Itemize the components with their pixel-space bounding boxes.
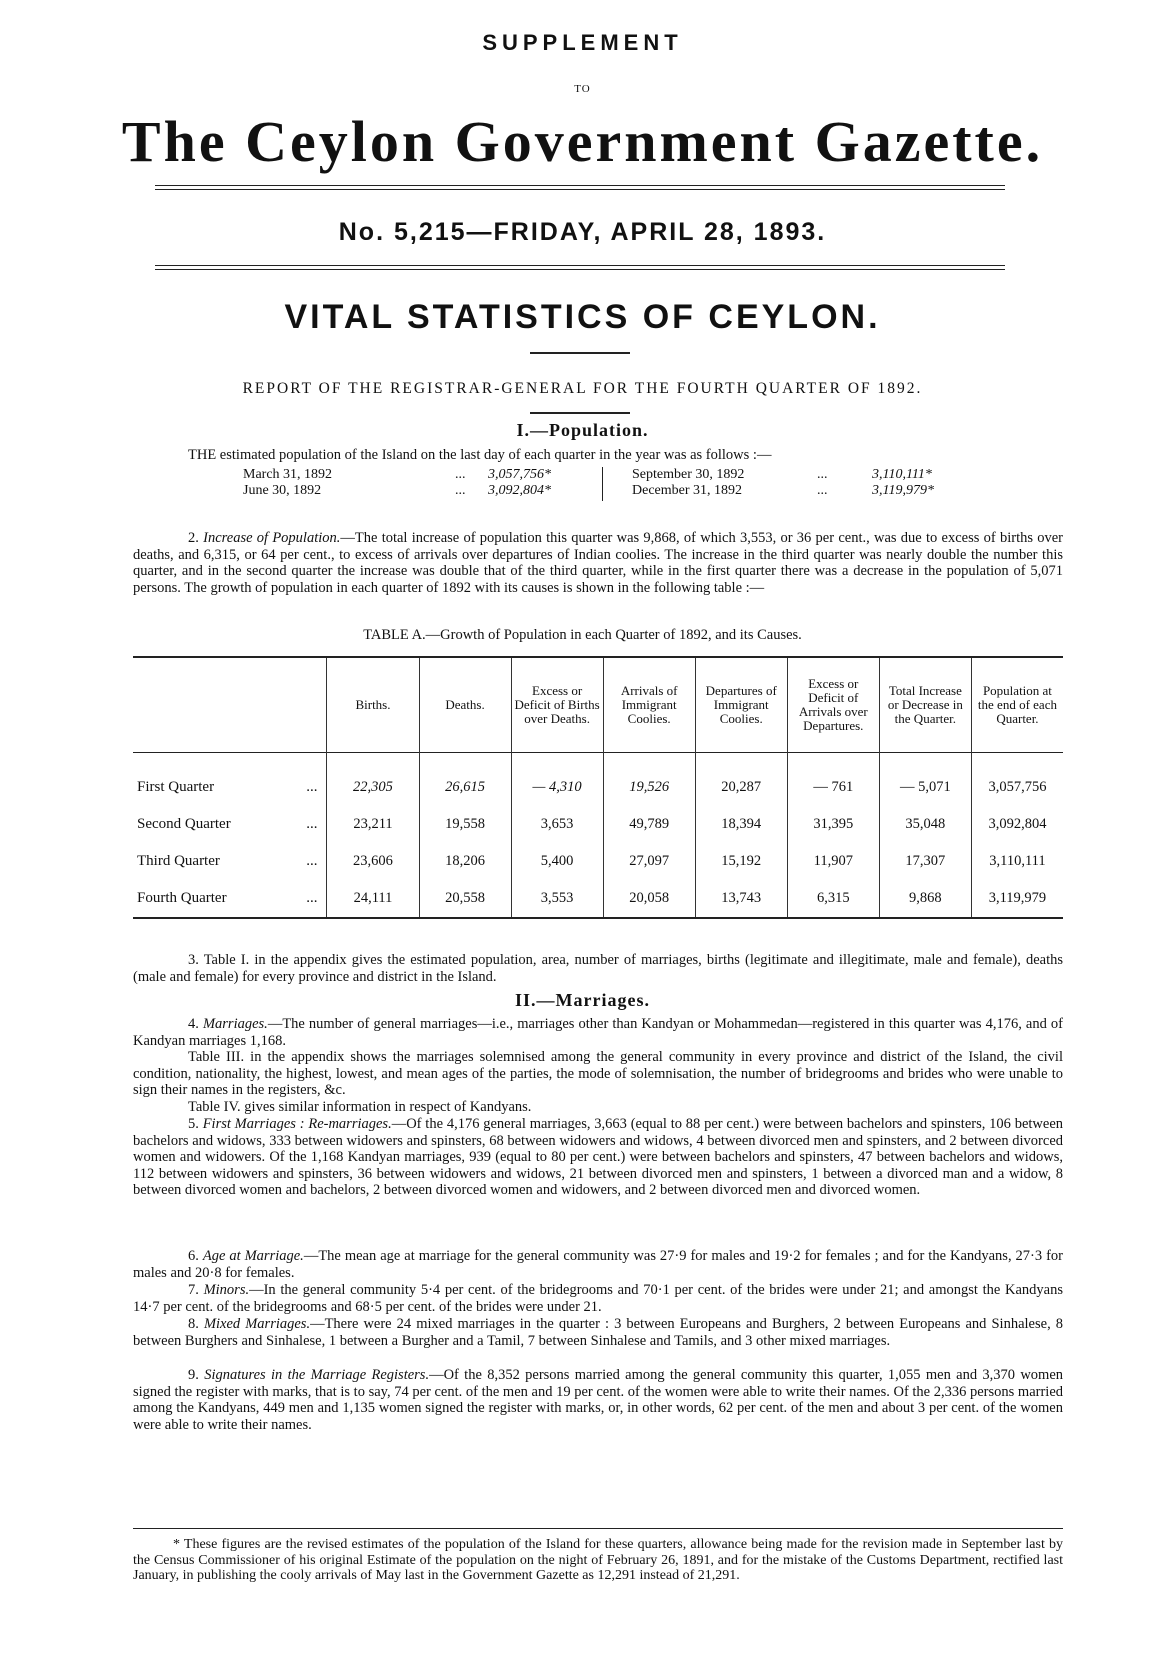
column-header: Arrivals of Immigrant Coolies. bbox=[603, 657, 695, 753]
estimate-dots: ... bbox=[817, 483, 828, 498]
table-cell: 18,394 bbox=[695, 806, 787, 843]
paragraph-3: 3. Table I. in the appendix gives the estimated population, area, number of marriages, births (legitimate and illegitimate, male and female), deaths (male and female) for every province and district in the Island. bbox=[133, 952, 1063, 985]
table-cell: 6,315 bbox=[787, 880, 879, 918]
table-cell: — 761 bbox=[787, 769, 879, 806]
estimate-date: March 31, 1892 bbox=[243, 467, 333, 482]
paragraph-9: 9. Signatures in the Marriage Registers.—Of the 8,352 persons married among the general community this quarter, 1,055 men and 3,370 women signed the register with marks, that is to say, 74 per cent. of the men and 19 per cent. of the women were able to write their names. Of the 2,336 persons married among the Kandyans, 449 men and 1,135 women signed the register with marks, or, in other words, 62 per cent. of the men and about 3 per cent. of the women were able to write their names. bbox=[133, 1367, 1064, 1433]
table-row: Second Quarter ... 23,211 19,558 3,653 49,789 18,394 31,395 35,048 3,092,804 bbox=[133, 806, 1063, 843]
estimate-separator bbox=[602, 467, 603, 501]
paragraph-4b: Table III. in the appendix shows the marriages solemnised among the general community in every province and district of the Island, the civil condition, nationality, the highest, lowest, and mean ages of the parties, the mode of solemnisation, the number of bridegrooms and brides who were unable to sign their names in the registers, &c. bbox=[133, 1049, 1063, 1098]
column-header: Excess or Deficit of Births over Deaths. bbox=[511, 657, 603, 753]
double-rule-top bbox=[155, 185, 1005, 190]
table-row: First Quarter ... 22,305 26,615 — 4,310 19,526 20,287 — 761 — 5,071 3,057,756 bbox=[133, 769, 1063, 806]
table-cell: 24,111 bbox=[327, 880, 419, 918]
estimate-date: September 30, 1892 bbox=[632, 467, 745, 482]
column-header: Total Increase or Decrease in the Quarter. bbox=[879, 657, 971, 753]
table-cell: 20,287 bbox=[695, 769, 787, 806]
double-rule-bottom bbox=[155, 265, 1005, 270]
table-cell: 3,553 bbox=[511, 880, 603, 918]
estimate-dots: ... bbox=[817, 467, 828, 482]
supplement-heading: SUPPLEMENT bbox=[482, 30, 683, 55]
divider bbox=[530, 412, 630, 414]
column-header: Births. bbox=[327, 657, 419, 753]
table-cell: 3,110,111 bbox=[971, 843, 1063, 880]
estimate-dots: ... bbox=[455, 483, 466, 498]
table-cell: 17,307 bbox=[879, 843, 971, 880]
section-heading-population: I.—Population. bbox=[516, 420, 649, 440]
table-row: Fourth Quarter ... 24,111 20,558 3,553 20,058 13,743 6,315 9,868 3,119,979 bbox=[133, 880, 1063, 918]
table-caption: TABLE A.—Growth of Population in each Quarter of 1892, and its Causes. bbox=[363, 627, 802, 643]
table-a bbox=[133, 656, 1063, 919]
table-header-row bbox=[133, 657, 1063, 753]
paragraph-2: 2. Increase of Population.—The total increase of population this quarter was 9,868, of which 3,553, or 36 per cent., was due to excess of births over deaths, and 6,315, or 64 per cent., to excess of arrivals over departures of Indian coolies. The increase in the third quarter was nearly double the number this quarter, and in the second quarter the increase was double that of the third quarter, while in the first quarter there was a decrease in the population of 5,071 persons. The growth of population in each quarter of 1892 with its causes is shown in the following table :— bbox=[133, 530, 1064, 596]
estimate-date: December 31, 1892 bbox=[632, 483, 743, 498]
table-cell: 5,400 bbox=[511, 843, 603, 880]
table-cell: — 5,071 bbox=[879, 769, 971, 806]
footnote: * These figures are the revised estimates of the population of the Island for these quarters, allowance being made for the revision made in September last by the Census Commissioner of his original Estimate of the population on the night of February 26, 1891, and for the mistake of the Customs Department, rectified last January, in publishing the cooly arrivals of May last in the Government Gazette as 12,291 instead of 21,291. bbox=[133, 1537, 1063, 1583]
population-intro: THE estimated population of the Island on the last day of each quarter in the year was as follows :— bbox=[188, 447, 772, 463]
table-cell: 35,048 bbox=[879, 806, 971, 843]
column-header: Deaths. bbox=[419, 657, 511, 753]
paragraph-8: 8. Mixed Marriages.—There were 24 mixed marriages in the quarter : 3 between Europeans and Burghers, 2 between Europeans and Sinhalese, 8 between Burghers and Sinhalese, 1 between a Burgher and a Tamil, 7 between Sinhalese and Tamils, and 3 other mixed marriages. bbox=[133, 1316, 1063, 1349]
paragraph-5: 5. First Marriages : Re-marriages.—Of the 4,176 general marriages, 3,663 (equal to 88 per cent.) were between bachelors and spinsters, 106 between bachelors and widows, 333 between widowers and spinsters, 68 between widowers and widows, 4 between divorced men and spinsters, and 2 between divorced women and widowers. Of the 1,168 Kandyan marriages, 939 (equal to 80 per cent.) were between bachelors and spinsters, 47 between bachelors and widows, 112 between widowers and spinsters, 36 between widowers and widows, 21 between divorced men and spinsters, 1 between a divorced man and a widow, 8 between divorced women and bachelors, 2 between divorced women and widowers, and 2 between divorced men and divorced women. bbox=[133, 1116, 1064, 1198]
table-cell: 23,211 bbox=[327, 806, 419, 843]
column-header: Excess or Deficit of Arrivals over Departures. bbox=[787, 657, 879, 753]
table-cell: — 4,310 bbox=[511, 769, 603, 806]
report-line: REPORT OF THE REGISTRAR-GENERAL FOR THE FOURTH QUARTER OF 1892. bbox=[242, 380, 923, 397]
paragraph-6: 6. Age at Marriage.—The mean age at marriage for the general community was 27·9 for males and 19·2 for females ; and for the Kandyans, 27·3 for males and 20·8 for females. bbox=[133, 1248, 1064, 1281]
table-cell: 3,653 bbox=[511, 806, 603, 843]
estimate-value: 3,119,979* bbox=[872, 483, 934, 498]
table-cell: 49,789 bbox=[603, 806, 695, 843]
table-cell: 9,868 bbox=[879, 880, 971, 918]
table-cell: 27,097 bbox=[603, 843, 695, 880]
estimate-value: 3,092,804* bbox=[488, 483, 551, 498]
table-cell: 20,558 bbox=[419, 880, 511, 918]
column-header: Departures of Immigrant Coolies. bbox=[695, 657, 787, 753]
table-cell: 3,119,979 bbox=[971, 880, 1063, 918]
table-cell: 11,907 bbox=[787, 843, 879, 880]
paragraph-4c: Table IV. gives similar information in respect of Kandyans. bbox=[188, 1099, 532, 1115]
table-cell: 22,305 bbox=[327, 769, 419, 806]
label-header bbox=[133, 657, 327, 753]
table-spacer bbox=[133, 753, 1063, 770]
table-cell: 3,092,804 bbox=[971, 806, 1063, 843]
column-header: Population at the end of each Quarter. bbox=[971, 657, 1063, 753]
paragraph-7: 7. Minors.—In the general community 5·4 per cent. of the bridegrooms and 70·1 per cent. of the brides were under 21; and amongst the Kandyans 14·7 per cent. of the bridegrooms and 68·5 per cent. of the brides were under 21. bbox=[133, 1282, 1064, 1315]
paragraph-4: 4. Marriages.—The number of general marriages—i.e., marriages other than Kandyan or Mohammedan—registered in this quarter was 4,176, and of Kandyan marriages 1,168. bbox=[133, 1016, 1064, 1049]
table-cell: 18,206 bbox=[419, 843, 511, 880]
issue-line: No. 5,215—FRIDAY, APRIL 28, 1893. bbox=[338, 218, 827, 246]
table-cell: 19,526 bbox=[603, 769, 695, 806]
gazette-title: The Ceylon Government Gazette. bbox=[121, 109, 1044, 174]
estimate-dots: ... bbox=[455, 467, 466, 482]
estimate-date: June 30, 1892 bbox=[243, 483, 322, 498]
document-title: VITAL STATISTICS OF CEYLON. bbox=[284, 298, 881, 336]
divider bbox=[530, 352, 630, 354]
estimate-value: 3,057,756* bbox=[488, 467, 551, 482]
table-cell: 26,615 bbox=[419, 769, 511, 806]
table-cell: 3,057,756 bbox=[971, 769, 1063, 806]
table-row: Third Quarter ... 23,606 18,206 5,400 27,097 15,192 11,907 17,307 3,110,111 bbox=[133, 843, 1063, 880]
table-cell: 19,558 bbox=[419, 806, 511, 843]
estimate-value: 3,110,111* bbox=[872, 467, 932, 482]
table-cell: 31,395 bbox=[787, 806, 879, 843]
table-cell: 20,058 bbox=[603, 880, 695, 918]
table-cell: 23,606 bbox=[327, 843, 419, 880]
to-label: TO bbox=[574, 83, 591, 95]
section-heading-marriages: II.—Marriages. bbox=[515, 990, 650, 1010]
table-cell: 15,192 bbox=[695, 843, 787, 880]
table-cell: 13,743 bbox=[695, 880, 787, 918]
footnote-rule bbox=[133, 1528, 1063, 1529]
